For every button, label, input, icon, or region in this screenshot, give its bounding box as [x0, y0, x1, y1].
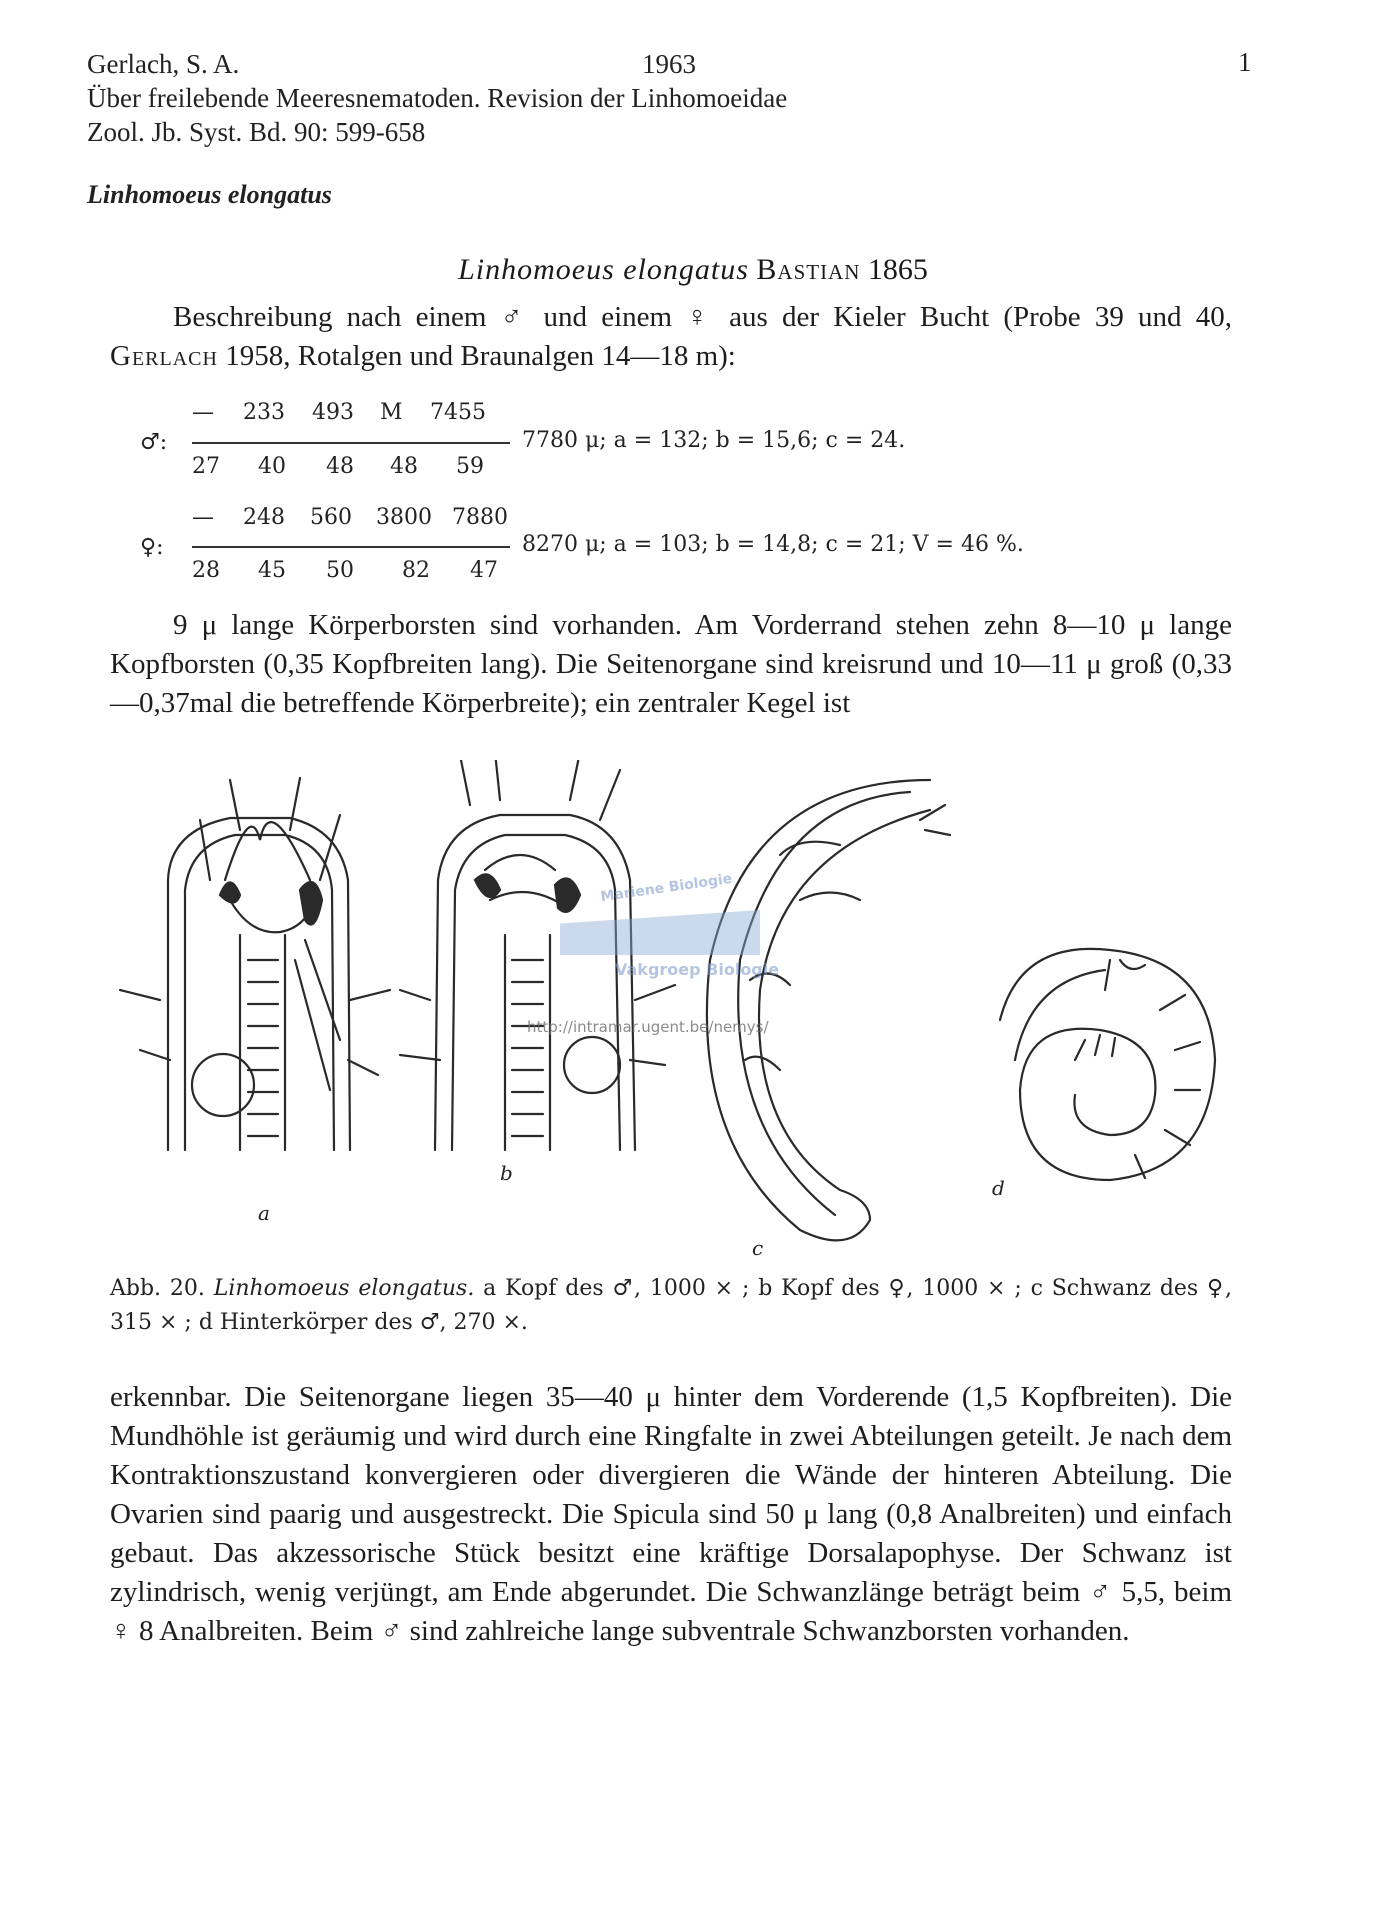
female-top-2: 560: [310, 505, 352, 530]
male-bottom-2: 48: [326, 454, 354, 479]
male-result: 7780 μ; a = 132; b = 15,6; c = 24.: [522, 428, 906, 453]
male-bottom-0: 27: [192, 454, 220, 479]
header-title: Über freilebende Meeresnematoden. Revision der Linhomoeidae: [87, 83, 788, 113]
header-journal: Zool. Jb. Syst. Bd. 90: 599-658: [87, 117, 426, 147]
watermark-logo: [560, 870, 780, 990]
female-top-4: 7880: [452, 505, 508, 530]
paragraph-1: 9 μ lange Körperborsten sind vorhanden. Am Vorderrand stehen zehn 8—10 μ lange Kopfborsten (0,35 Kopfbreiten lang). Die Seitenorgane sind kreisrund und 10—11 μ groß (0,33—0,37mal die betreffende Körperbreite); ein zentraler Kegel ist: [110, 609, 1232, 719]
fig-label-d: d: [992, 1176, 1005, 1200]
male-symbol: ♂:: [140, 430, 168, 455]
figure-20: [100, 760, 1250, 1260]
male-top-2: 493: [312, 400, 354, 425]
description-author: Bastian: [756, 253, 861, 286]
female-symbol: ♀:: [140, 535, 164, 560]
watermark-url: http://intramar.ugent.be/nemys/: [527, 1018, 769, 1036]
description-intro: [110, 298, 1232, 376]
male-fraction-line: [192, 442, 510, 444]
fig-d-posterior-male: [1000, 949, 1215, 1180]
header-author: Gerlach, S. A.: [87, 49, 240, 79]
female-bottom-3: 82: [402, 558, 430, 583]
fig-label-a: a: [258, 1201, 270, 1225]
species-heading: Linhomoeus elongatus: [87, 180, 332, 209]
watermark-line2: Vakgroep Biologie: [615, 960, 780, 979]
female-result: 8270 μ; a = 103; b = 14,8; c = 21; V = 46 %.: [522, 532, 1024, 557]
fig-label-c: c: [752, 1236, 764, 1260]
page-number: 1: [1238, 47, 1252, 77]
figure-caption: [110, 1272, 1232, 1340]
female-top-1: 248: [243, 505, 285, 530]
description-title: [0, 253, 1386, 287]
fig-c-tail-female: [707, 780, 950, 1240]
female-bottom-0: 28: [192, 558, 220, 583]
caption-prefix: Abb. 20.: [110, 1276, 214, 1301]
male-bottom-3: 48: [390, 454, 418, 479]
male-top-3: M: [380, 400, 403, 425]
intro-rest: 1958, Rotalgen und Braunalgen 14—18 m):: [217, 340, 736, 372]
female-fraction-line: [192, 546, 510, 548]
description-year: 1865: [867, 253, 928, 286]
watermark-band: [560, 910, 760, 955]
paragraph-2: erkennbar. Die Seitenorgane liegen 35—40 μ hinter dem Vorderende (1,5 Kopfbreiten). Die Mundhöhle ist geräumig und wird durch eine Ringfalte in zwei Abteilungen geteilt. Je nach dem Kontraktionszustand konvergieren oder divergieren die Wände der hinteren Abteilung. Die Ovarien sind paarig und ausgestreckt. Die Spicula sind 50 μ lang (0,8 Analbreiten) und einfach gebaut. Das akzessorische Stück besitzt eine kräftige Dorsalapophyse. Der Schwanz ist zylindrisch, wenig verjüngt, am Ende abgerundet. Die Schwanzlänge beträgt beim ♂ 5,5, beim ♀ 8 Analbreiten. Beim ♂ sind zahlreiche lange subventrale Schwanzborsten vorhanden.: [110, 1381, 1232, 1647]
header-year: 1963: [642, 49, 696, 79]
caption-rest: a Kopf des ♂, 1000 × ; b Kopf des ♀, 1000 × ; c Schwanz des ♀, 315 × ; d Hinterkörper des ♂, 270 ×.: [110, 1276, 1232, 1335]
male-bottom-1: 40: [258, 454, 286, 479]
female-top-3: 3800: [376, 505, 432, 530]
caption-species: Linhomoeus elongatus.: [213, 1276, 475, 1301]
description-species: Linhomoeus elongatus: [458, 253, 749, 286]
female-top-0: —: [192, 505, 214, 530]
male-bottom-4: 59: [456, 454, 484, 479]
male-top-1: 233: [243, 400, 285, 425]
figure-drawing: [100, 760, 1250, 1260]
fig-label-b: b: [500, 1161, 513, 1185]
fig-a-head-male: [120, 778, 390, 1150]
female-bottom-2: 50: [326, 558, 354, 583]
intro-author: Gerlach: [110, 340, 218, 372]
female-bottom-4: 47: [470, 558, 498, 583]
intro-text: Beschreibung nach einem ♂ und einem ♀ aus der Kieler Bucht (Probe 39 und 40,: [173, 301, 1232, 333]
female-bottom-1: 45: [258, 558, 286, 583]
male-top-4: 7455: [430, 400, 486, 425]
male-top-0: —: [192, 400, 214, 425]
watermark-line1: Mariene Biologie: [599, 870, 734, 906]
